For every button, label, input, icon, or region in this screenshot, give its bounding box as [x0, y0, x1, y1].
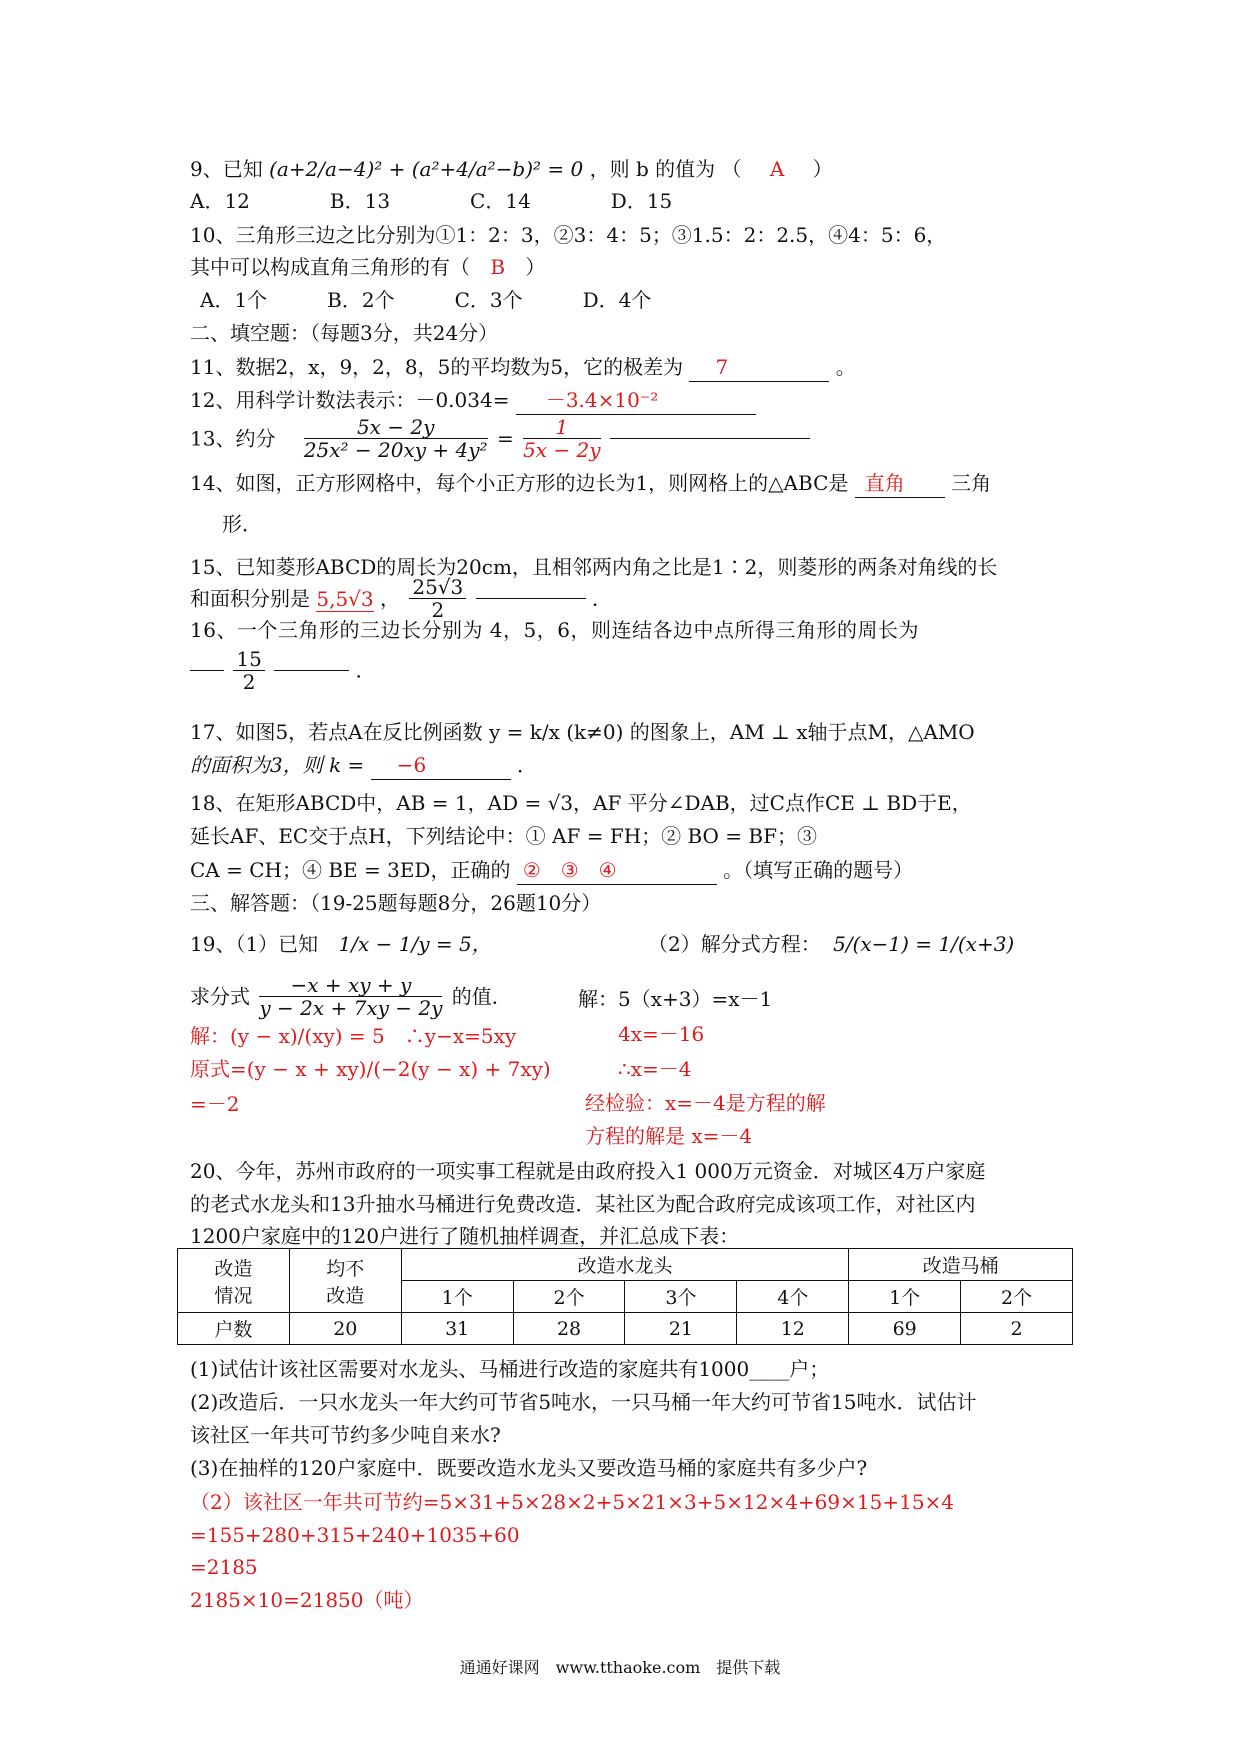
q9-suffix: ，则 b 的值为 （	[589, 157, 742, 181]
q18-line2: 延长AF、EC交于点H，下列结论中：① AF = FH；② BO = BF；③	[190, 824, 818, 848]
q19-p1-line1	[190, 930, 492, 958]
sub-header: 1个	[849, 1281, 961, 1313]
q9-answer: A	[769, 157, 785, 181]
q13-fraction	[304, 416, 488, 461]
q14-line2: 形．	[222, 512, 262, 536]
q20-solution3: =2185	[190, 1555, 258, 1579]
q20-line3: 1200户家庭中的120户进行了随机抽样调查，并汇总成下表：	[190, 1224, 740, 1248]
q19-p2-step2: 4x=－16	[618, 1022, 705, 1046]
q14-text: 14、如图，正方形网格中，每个小正方形的边长为1，则网格上的△ABC是	[190, 471, 849, 495]
header-toilet: 改造马桶	[849, 1249, 1073, 1281]
q20-line1: 20、今年，苏州市政府的一项实事工程就是由政府投入1 000万元资金．对城区4万户家庭	[190, 1159, 986, 1183]
q19-p1-frac-numerator: −x + xy + y	[259, 974, 442, 997]
q15-area-numerator: 25√3	[409, 576, 466, 599]
q19-p1-ask: 求分式	[190, 984, 250, 1009]
q13-answer-denominator: 5x − 2y	[523, 438, 601, 462]
q16-line1: 16、一个三角形的三边长分别为 4，5，6，则连结各边中点所得三角形的周长为	[190, 618, 919, 642]
q20-part2-line2: 该社区一年共可节约多少吨自来水?	[190, 1423, 501, 1447]
q16-answer-fraction	[233, 648, 264, 693]
table-row	[178, 1313, 1073, 1345]
table-cell: 20	[289, 1313, 401, 1345]
q9-options: A．12 B．13 C．14 D．15	[190, 189, 673, 213]
header-status: 改造 情况	[178, 1249, 290, 1313]
sub-header: 1个	[401, 1281, 513, 1313]
q19-p1-fraction	[259, 974, 442, 1019]
q17-line2	[190, 751, 537, 780]
q19-p2-equation: 5/(x−1) = 1/(x+3)	[833, 932, 1015, 956]
q20-part1: (1)试估计该社区需要对水龙头、马桶进行改造的家庭共有1000____户；	[190, 1357, 830, 1381]
q13-text: 13、约分	[190, 426, 276, 451]
q17-end: ．	[517, 753, 538, 777]
q16-numerator: 15	[233, 648, 264, 671]
q9-prefix: 9、已知	[190, 157, 263, 181]
q11-answer: 7	[715, 355, 729, 379]
q20-solution1: （2）该社区一年共可节约=5×31+5×28×2+5×21×3+5×12×4+69×15+15×4	[190, 1490, 955, 1514]
q19-p1-ask-end: 的值．	[451, 984, 512, 1009]
q18-line1: 18、在矩形ABCD中，AB = 1，AD = √3，AF 平分∠DAB，过C点作CE ⊥ BD于E，	[190, 791, 972, 815]
section-3-heading: 三、解答题：（19-25题每题8分，26题10分）	[190, 891, 602, 915]
q17-line1: 17、如图5，若点A在反比例函数 y = k/x (k≠0) 的图象上，AM ⊥ x轴于点M，△AMO	[190, 720, 975, 744]
q13-numerator: 5x − 2y	[304, 416, 488, 439]
q16-denominator: 2	[242, 670, 256, 694]
q15-area-denominator: 2	[431, 598, 445, 622]
table-cell: 12	[737, 1313, 849, 1345]
q19-p1-line2	[190, 974, 512, 1019]
q10-line2	[190, 253, 545, 281]
q9-close: ）	[812, 157, 833, 181]
q19-p2-step4: 经检验：x=－4是方程的解	[585, 1091, 826, 1115]
table-cell: 2	[961, 1313, 1073, 1345]
q9-expression: (a+2/a−4)² + (a²+4/a²−b)² = 0	[269, 157, 584, 181]
q14-answer: 直角	[864, 471, 905, 495]
q13-answer-numerator: 1	[523, 416, 601, 439]
q19-p1-lead: 19、（1）已知	[190, 932, 319, 956]
q15-text: 和面积分别是	[190, 586, 310, 611]
q20-solution2: =155+280+315+240+1035+60	[190, 1523, 520, 1547]
q19-p1-solution3: =－2	[190, 1092, 240, 1116]
footer: 通通好课网 www.tthaoke.com 提供下载	[459, 1658, 781, 1677]
table-cell: 21	[625, 1313, 737, 1345]
q12-answer: －3.4×10⁻²	[545, 388, 659, 412]
q19-p2-lead: （2）解分式方程：	[648, 932, 821, 956]
q10-close: ）	[525, 255, 546, 279]
q11-line	[190, 353, 856, 382]
q12-line	[190, 386, 756, 415]
q18-answer: ② ③ ④	[522, 858, 617, 882]
q18-line3	[190, 856, 913, 885]
q13-answer-fraction	[523, 416, 601, 461]
q19-p2-step3: ∴x=－4	[618, 1057, 692, 1081]
sub-header: 4个	[737, 1281, 849, 1313]
q16-line2: $\frac{15}{2}$ .	[190, 648, 362, 693]
table-cell: 69	[849, 1313, 961, 1345]
q10-answer: B	[490, 255, 506, 279]
section-2-heading: 二、填空题：（每题3分，共24分）	[190, 321, 499, 345]
q19-p2-step1: 解：5（x+3）=x－1	[578, 987, 773, 1011]
survey-table	[177, 1248, 1073, 1345]
q20-part2-line1: (2)改造后．一只水龙头一年大约可节省5吨水，一只马桶一年大约可节省15吨水．试估计	[190, 1390, 977, 1414]
q19-p1-frac-denominator: y − 2x + 7xy − 2y	[259, 996, 443, 1020]
q19-p2-line1	[648, 930, 1014, 958]
q20-solution4: 2185×10=21850（吨）	[190, 1588, 424, 1612]
q13-equals: =	[496, 426, 514, 451]
q10-text: 其中可以构成直角三角形的有（	[190, 255, 470, 279]
q10-options: A．1个 B．2个 C．3个 D．4个	[200, 288, 652, 312]
q15-area-fraction	[409, 576, 466, 621]
q10-line1: 10、三角形三边之比分别为①1：2：3，②3：4：5；③1.5：2：2.5，④4：5：6，	[190, 223, 947, 247]
q9-line	[190, 155, 833, 183]
q19-p1-solution1: 解：(y − x)/(xy) = 5 ∴y−x=5xy	[190, 1024, 517, 1048]
q11-end: 。	[835, 355, 856, 379]
q19-p1-given: 1/x − 1/y = 5，	[338, 932, 492, 956]
q15-sep: ，	[380, 586, 400, 611]
q20-part3: (3)在抽样的120户家庭中．既要改造水龙头又要改造马桶的家庭共有多少户?	[190, 1456, 868, 1480]
q18-text: CA = CH；④ BE = 3ED，正确的	[190, 858, 511, 882]
q18-end: 。（填写正确的题号）	[723, 858, 914, 882]
table-cell: 28	[513, 1313, 625, 1345]
q14-line1	[190, 469, 991, 498]
q15-end: ．	[592, 586, 612, 611]
q12-text: 12、用科学计数法表示：－0.034=	[190, 388, 510, 412]
header-tap: 改造水龙头	[401, 1249, 849, 1281]
q15-line2	[190, 576, 612, 621]
q17-text: 的面积为3，则 k =	[190, 753, 365, 777]
row-label: 户数	[178, 1313, 290, 1345]
header-none: 均不 改造	[289, 1249, 401, 1313]
q13-denominator: 25x² − 20xy + 4y²	[303, 438, 488, 462]
sub-header: 2个	[513, 1281, 625, 1313]
q14-end: 三角	[951, 471, 992, 495]
q20-line2: 的老式水龙头和13升抽水马桶进行免费改造．某社区为配合政府完成该项工作，对社区内	[190, 1192, 976, 1216]
q19-p2-step5: 方程的解是 x=－4	[585, 1124, 753, 1148]
q13-line	[190, 416, 810, 461]
sub-header: 3个	[625, 1281, 737, 1313]
q19-p1-solution2: 原式=(y − x + xy)/(−2(y − x) + 7xy)	[190, 1057, 551, 1081]
q15-answer1: 5,5√3	[316, 586, 374, 611]
table-cell: 31	[401, 1313, 513, 1345]
sub-header: 2个	[961, 1281, 1073, 1313]
q15-line1: 15、已知菱形ABCD的周长为20cm，且相邻两内角之比是1∶2，则菱形的两条对角线的长	[190, 555, 998, 579]
q11-text: 11、数据2，x，9，2，8，5的平均数为5，它的极差为	[190, 355, 684, 379]
q17-answer: −6	[396, 753, 427, 777]
